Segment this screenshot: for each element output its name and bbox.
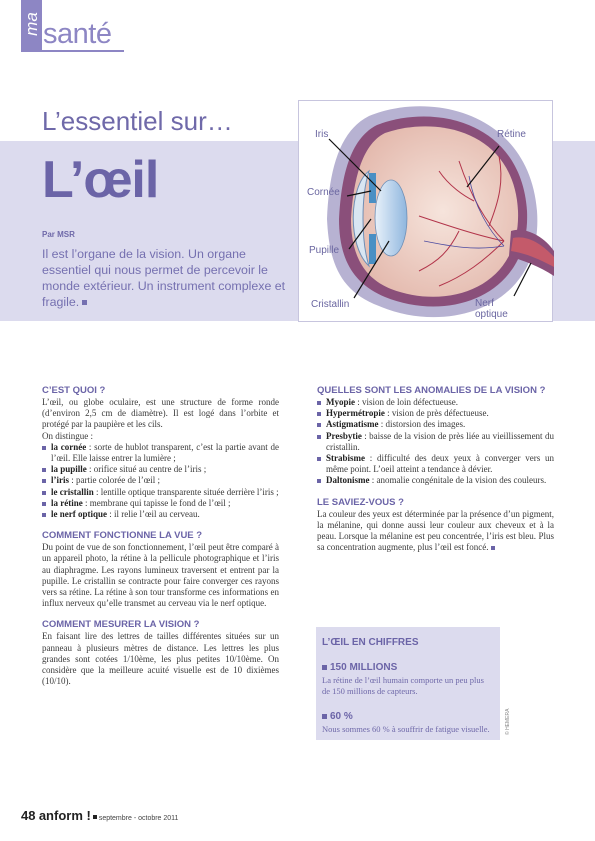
section-heading-what: C’EST QUOI ? — [42, 385, 106, 396]
section-text-measure: En faisant lire des lettres de tailles différentes situées sur un panneau à plusieurs mètres de distance. Les lettres les plus grandes sont cotées 1/10ème, les plus petites 10/10ème. On considère que la meilleure acuité visuelle est de 10 dixièmes (10/10). — [42, 631, 279, 687]
section-heading-anomalies: QUELLES SONT LES ANOMALIES DE LA VISION ? — [317, 385, 546, 396]
lead-in: On distingue : — [42, 430, 93, 441]
page-number: 48 — [21, 808, 36, 823]
iris-lower — [369, 234, 376, 264]
section-text-did-you-know: La couleur des yeux est déterminée par la présence d’un pigment, la mélanine, qui donne aussi leur couleur aux cheveux et à la peau. Lorsque la mélanine est peu concentrée, l’iris est bleu. Plus sa concentration augmente, plus l’œil est foncé. — [317, 508, 554, 553]
label-iris: Iris — [315, 129, 329, 140]
section-heading-measure: COMMENT MESURER LA VISION ? — [42, 619, 200, 631]
list-item: la rétine : membrane qui tapisse le fond de l’œil ; — [42, 498, 279, 509]
iris-upper — [369, 173, 376, 203]
list-item: Presbytie : baisse de la vision de près liée au vieillissement du cristallin. — [317, 431, 554, 453]
section-heading-how: COMMENT FONCTIONNE LA VUE ? — [42, 530, 203, 542]
section-heading-did-you-know: LE SAVIEZ-VOUS ? — [317, 496, 404, 508]
label-retine: Rétine — [497, 129, 526, 140]
magazine-name: anform ! — [38, 808, 91, 823]
fact-number-1: 150 MILLIONS — [322, 662, 494, 673]
page-title: L’œil — [42, 151, 159, 209]
label-cornee: Cornée — [307, 187, 340, 198]
kicker: L’essentiel sur… — [42, 106, 233, 136]
footer-square — [93, 815, 97, 819]
rubric-prefix: ma — [22, 12, 41, 36]
list-item: l’iris : partie colorée de l’œil ; — [42, 475, 279, 486]
right-column — [317, 385, 554, 553]
label-cristallin: Cristallin — [311, 299, 350, 310]
label-nerf-2: optique — [475, 309, 508, 320]
fact-text-1: La rétine de l’œil humain comporte un peu plus de 150 millions de capteurs. — [322, 675, 484, 696]
end-square — [82, 300, 87, 305]
figures-box — [316, 627, 500, 740]
byline: Par MSR — [42, 230, 75, 239]
issue-date: septembre - octobre 2011 — [98, 815, 179, 822]
list-item: Astigmatisme : distorsion des images. — [317, 419, 554, 430]
intro-text: Il est l’organe de la vision. Un organe essentiel qui nous permet de percevoir le monde extérieur. Un instrument complexe et fragile. — [42, 247, 286, 309]
end-square — [491, 546, 495, 550]
intro-paragraph — [42, 246, 292, 310]
list-item: le cristallin : lentille optique transparente située derrière l’iris ; — [42, 487, 279, 498]
label-nerf-1: Nerf — [475, 298, 494, 309]
list-item: Strabisme : difficulté des deux yeux à converger vers un même point. L’oeil atteint a tendance à dévier. — [317, 453, 554, 475]
list-item: la cornée : sorte de hublot transparent, c’est la partie avant de l’œil. Elle laisse entrer la lumière ; — [42, 442, 279, 464]
list-item: le nerf optique : il relie l’œil au cerveau. — [42, 509, 279, 520]
list-item: la pupille : orifice situé au centre de l’iris ; — [42, 464, 279, 475]
photo-credit: © HEMERA — [505, 708, 511, 735]
rubric-underline — [21, 50, 124, 52]
list-item: Daltonisme : anomalie congénitale de la vision des couleurs. — [317, 475, 554, 486]
rubric-title: santé — [43, 18, 112, 50]
left-column — [42, 385, 279, 687]
list-item: Myopie : vision de loin défectueuse. — [317, 397, 554, 408]
box-title: L’ŒIL EN CHIFFRES — [322, 637, 419, 648]
crystalline-lens — [375, 180, 407, 256]
section-text-what: L’œil, ou globe oculaire, est une structure de forme ronde (d’environ 2,5 cm de diamètre). Il est logé dans l’orbite et protégé par la paupière et les cils. — [42, 397, 279, 430]
anatomy-list — [42, 442, 279, 520]
fact-text-2: Nous sommes 60 % à souffrir de fatigue visuelle. — [322, 724, 490, 734]
list-item: Hypermétropie : vision de près défectueuse. — [317, 408, 554, 419]
label-pupille: Pupille — [309, 245, 340, 256]
anomalies-list — [317, 397, 554, 487]
eye-diagram — [298, 100, 553, 322]
page-footer — [21, 808, 178, 823]
fact-number-2: 60 % — [322, 711, 494, 722]
section-text-how: Du point de vue de son fonctionnement, l’œil peut être comparé à un appareil photo, la rétine à la pellicule photographique et l’iris au diaphragme. Les rayons lumineux traversent et entrent par la pupille. Le cristallin se contracte pour faire converger ces rayons vers sa rétine. La rétine à son tour transforme ces informations en influx nerveux qu’elle transmet au cerveau via le nerf optique. — [42, 542, 279, 609]
